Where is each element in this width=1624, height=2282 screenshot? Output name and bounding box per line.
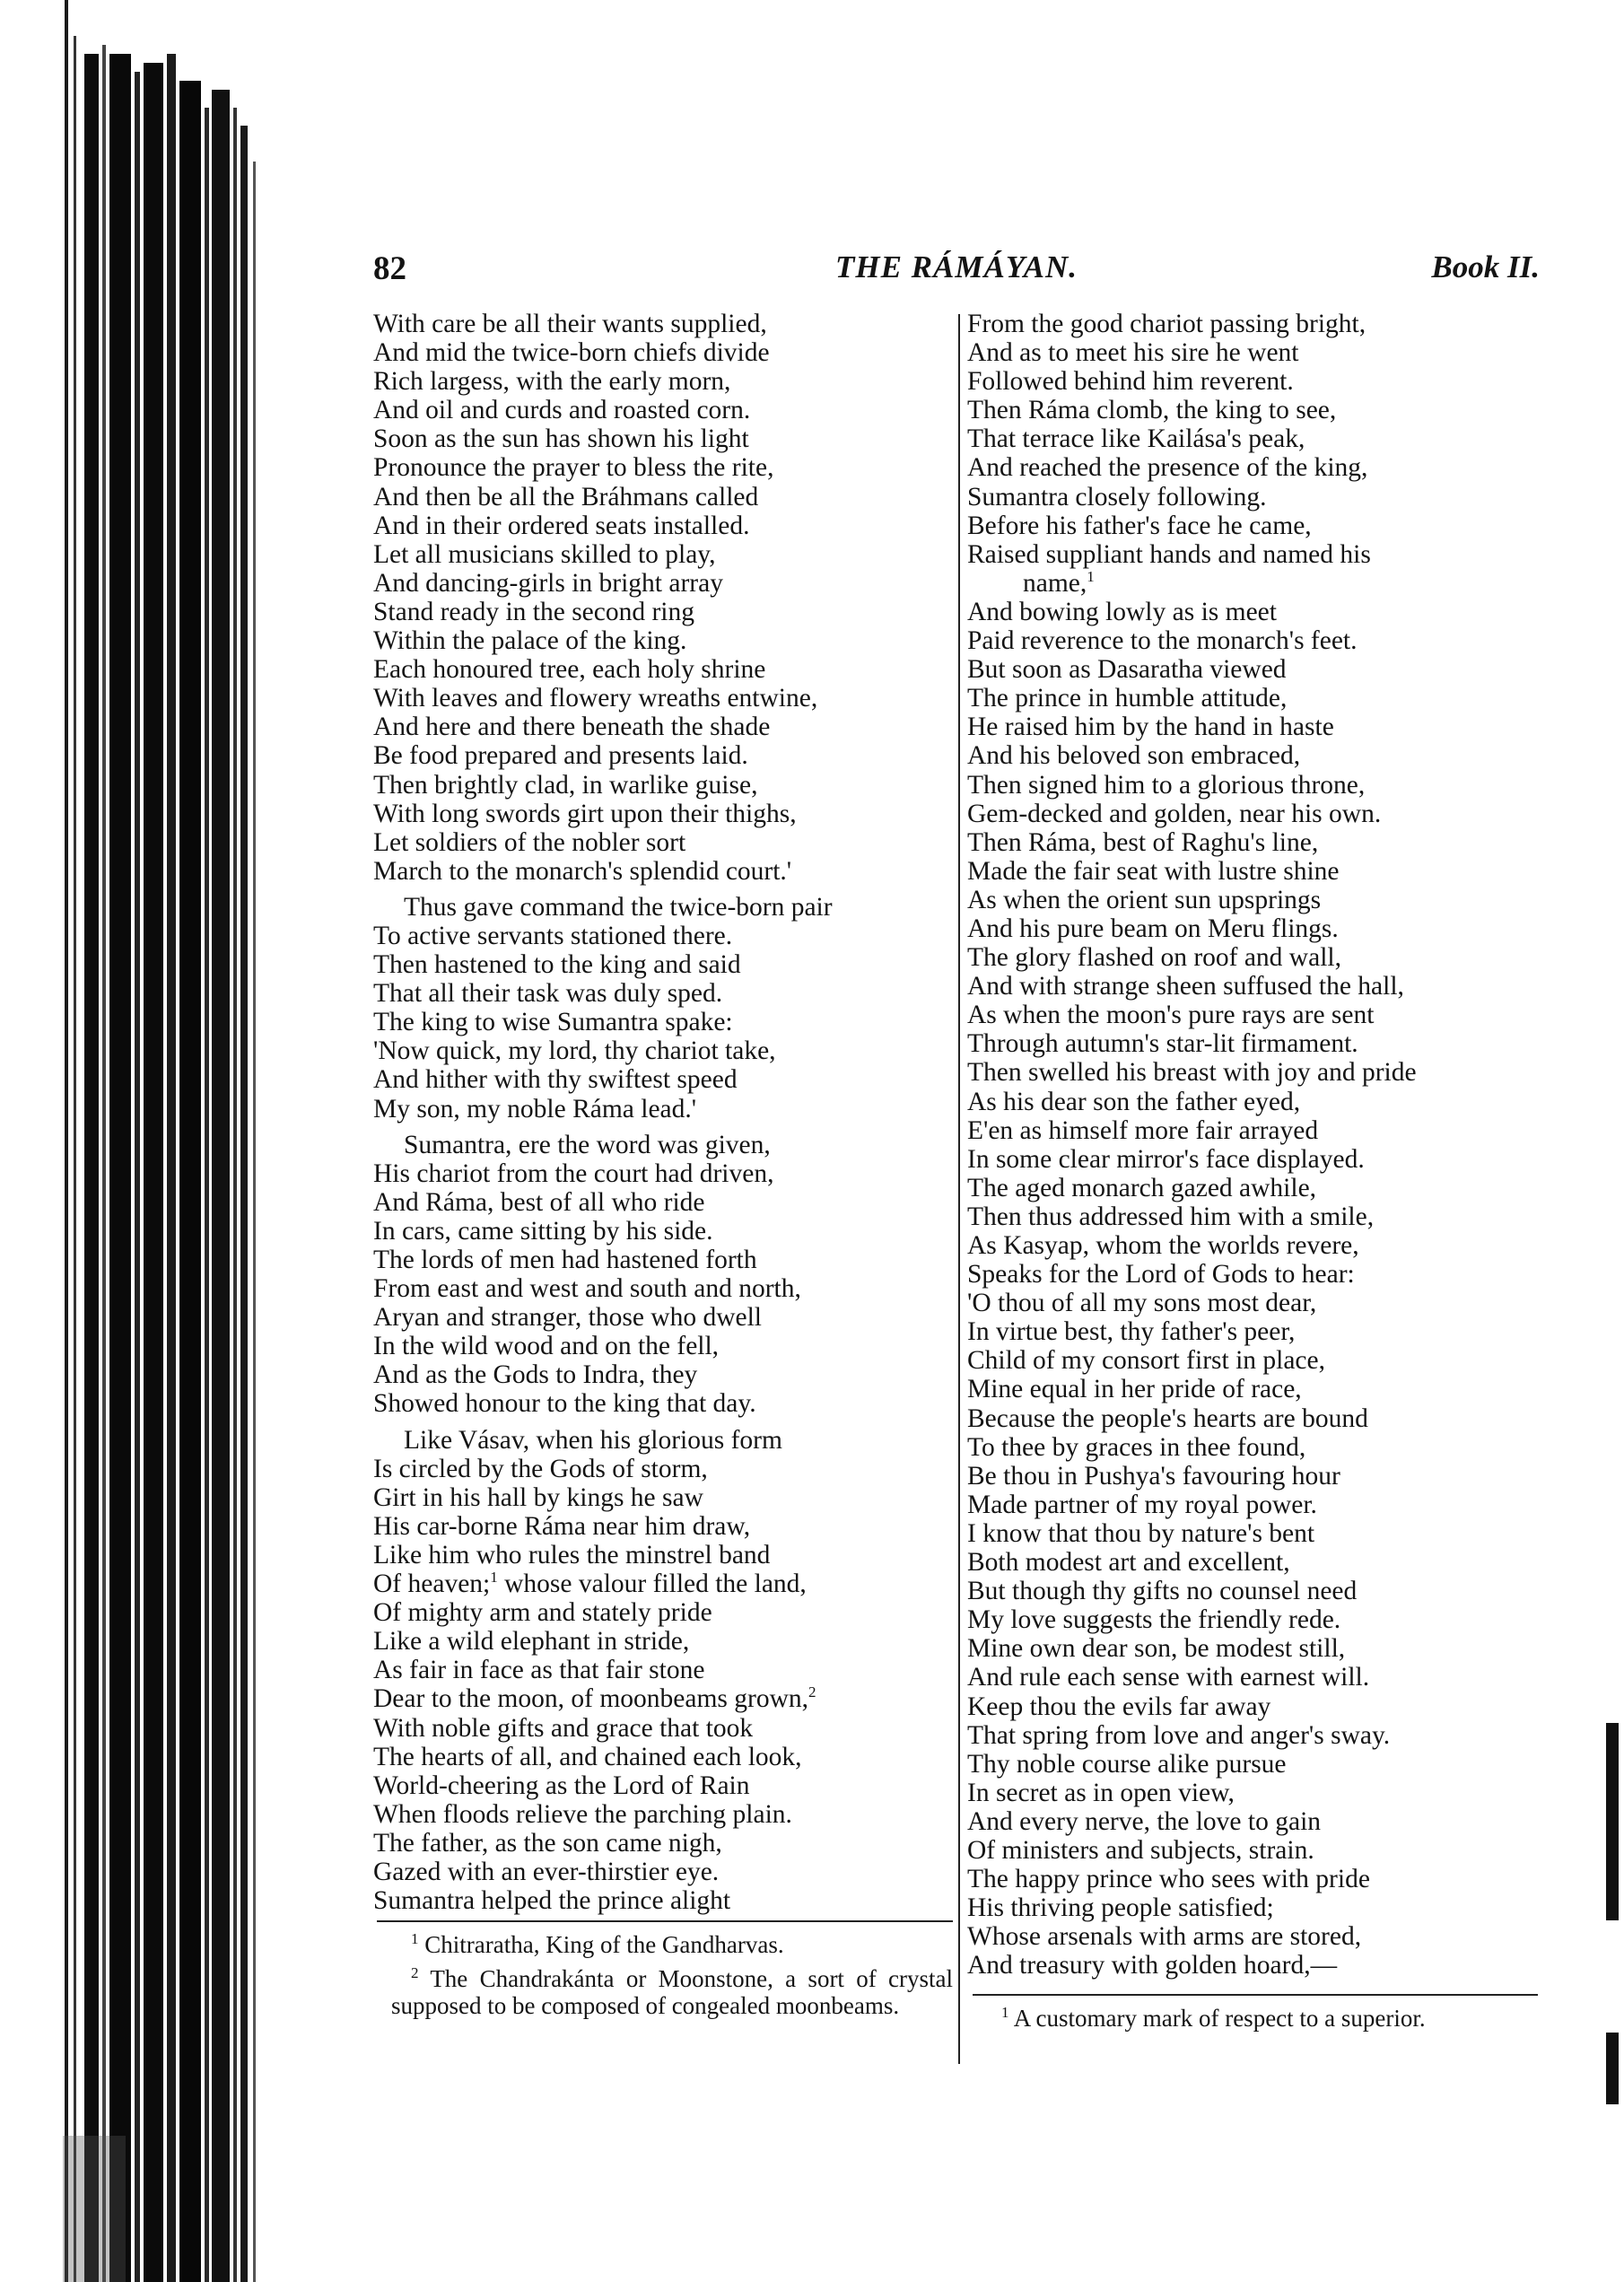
verse-line: And reached the presence of the king, bbox=[967, 453, 1368, 483]
verse-line: Paid reverence to the monarch's feet. bbox=[967, 626, 1358, 656]
verse-line: His car-borne Ráma near him draw, bbox=[373, 1511, 751, 1541]
verse-line: Showed honour to the king that day. bbox=[373, 1389, 756, 1419]
verse-line: The happy prince who sees with pride bbox=[967, 1865, 1370, 1894]
verse-line: Aryan and stranger, those who dwell bbox=[373, 1303, 763, 1333]
verse-line: Soon as the sun has shown his light bbox=[373, 424, 749, 454]
verse-line: Thus gave command the twice-born pair bbox=[404, 892, 833, 922]
verse-line: When floods relieve the parching plain. bbox=[373, 1799, 792, 1829]
verse-line-text: name, bbox=[1023, 568, 1087, 598]
verse-line: Pronounce the prayer to bless the rite, bbox=[373, 453, 774, 483]
verse-line: And mid the twice-born chiefs divide bbox=[373, 338, 770, 368]
verse-line: Gem-decked and golden, near his own. bbox=[967, 799, 1382, 828]
verse-line-text: Dear to the moon, of moonbeams grown, bbox=[373, 1684, 809, 1714]
footnote-text: A customary mark of respect to a superior. bbox=[1013, 2005, 1426, 2032]
verse-line-head: Of heaven; bbox=[373, 1569, 491, 1599]
verse-line: Speaks for the Lord of Gods to hear: bbox=[967, 1260, 1355, 1290]
verse-line: And oil and curds and roasted corn. bbox=[373, 396, 751, 425]
verse-line: Mine own dear son, be modest still, bbox=[967, 1634, 1346, 1664]
verse-line: And as the Gods to Indra, they bbox=[373, 1360, 698, 1390]
verse-line: Sumantra closely following. bbox=[967, 482, 1267, 511]
verse-line: And here and there beneath the shade bbox=[373, 713, 771, 742]
verse-line: His thriving people satisfied; bbox=[967, 1893, 1274, 1923]
verse-line: As his dear son the father eyed, bbox=[967, 1087, 1301, 1116]
verse-line: Gazed with an ever-thirstier eye. bbox=[373, 1857, 720, 1886]
verse-line: But soon as Dasaratha viewed bbox=[967, 655, 1287, 685]
verse-line: And every nerve, the love to gain bbox=[967, 1806, 1322, 1836]
verse-line: Raised suppliant hands and named his bbox=[967, 539, 1371, 569]
book-spine-edge bbox=[63, 0, 287, 2282]
verse-line: Let soldiers of the nobler sort bbox=[373, 827, 686, 857]
right-scan-edge-mark-lower bbox=[1606, 2033, 1619, 2104]
verse-line bbox=[373, 1684, 955, 1713]
verse-line: Let all musicians skilled to play, bbox=[373, 539, 716, 569]
verse-line: He raised him by the hand in haste bbox=[967, 713, 1334, 742]
verse-line: I know that thou by nature's bent bbox=[967, 1518, 1315, 1548]
verse-line: E'en as himself more fair arrayed bbox=[967, 1115, 1319, 1145]
verse-line: Thy noble course alike pursue bbox=[967, 1749, 1287, 1779]
verse-line: As when the moon's pure rays are sent bbox=[967, 1001, 1375, 1030]
verse-line: The king to wise Sumantra spake: bbox=[373, 1008, 733, 1037]
verse-line: In some clear mirror's face displayed. bbox=[967, 1144, 1365, 1174]
verse-line: That all their task was duly sped. bbox=[373, 979, 723, 1009]
footnote-text: Chitraratha, King of the Gandharvas. bbox=[424, 1931, 784, 1958]
verse-line: And Ráma, best of all who ride bbox=[373, 1187, 705, 1217]
verse-line: My son, my noble Ráma lead.' bbox=[373, 1094, 697, 1124]
verse-line: With noble gifts and grace that took bbox=[373, 1713, 754, 1743]
verse-line: From the good chariot passing bright, bbox=[967, 310, 1366, 338]
footnote-text: The Chandrakánta or Moonstone, a sort of crystal supposed to be composed of congealed moonbeams. bbox=[391, 1965, 953, 2019]
verse-line: Both modest art and excellent, bbox=[967, 1548, 1290, 1578]
verse-line: Followed behind him reverent. bbox=[967, 367, 1294, 397]
verse-line: March to the monarch's splendid court.' bbox=[373, 856, 792, 886]
verse-line: Made partner of my royal power. bbox=[967, 1490, 1317, 1519]
verse-line: The hearts of all, and chained each look, bbox=[373, 1742, 802, 1771]
verse-line: Be food prepared and presents laid. bbox=[373, 741, 748, 771]
verse-line: As Kasyap, whom the worlds revere, bbox=[967, 1231, 1359, 1260]
verse-line: Be thou in Pushya's favouring hour bbox=[967, 1461, 1340, 1491]
verse-line: Then brightly clad, in warlike guise, bbox=[373, 770, 758, 800]
verse-line: Then Ráma clomb, the king to see, bbox=[967, 396, 1337, 425]
verse-line: In cars, came sitting by his side. bbox=[373, 1216, 713, 1246]
verse-line: The prince in humble attitude, bbox=[967, 684, 1288, 713]
footnote-marker: 1 bbox=[411, 1930, 419, 1947]
verse-line: Then swelled his breast with joy and pride bbox=[967, 1058, 1417, 1088]
verse-line: And rule each sense with earnest will. bbox=[967, 1663, 1370, 1692]
verse-line bbox=[373, 1569, 955, 1598]
verse-line: And dancing-girls in bright array bbox=[373, 568, 723, 598]
footnote-marker: 1 bbox=[1001, 2004, 1009, 2021]
verse-line: With leaves and flowery wreaths entwine, bbox=[373, 684, 818, 713]
left-column bbox=[373, 310, 955, 1915]
verse-line: 'Now quick, my lord, thy chariot take, bbox=[373, 1036, 776, 1066]
verse-line: With long swords girt upon their thighs, bbox=[373, 799, 797, 828]
footnote-marker: 1 bbox=[490, 1569, 498, 1587]
footnote bbox=[391, 1931, 953, 1958]
verse-line: Then signed him to a glorious throne, bbox=[967, 770, 1366, 800]
footnote-rule-left bbox=[377, 1920, 953, 1922]
footnote bbox=[391, 1965, 953, 2019]
verse-line: As when the orient sun upsprings bbox=[967, 885, 1322, 914]
footnotes-left bbox=[391, 1931, 953, 2026]
footnotes-right bbox=[982, 2005, 1538, 2039]
right-scan-edge-mark bbox=[1606, 1723, 1619, 1920]
verse-line: And as to meet his sire he went bbox=[967, 338, 1299, 368]
verse-line: To thee by graces in thee found, bbox=[967, 1432, 1306, 1462]
verse-line: Before his father's face he came, bbox=[967, 511, 1312, 540]
page-header bbox=[373, 249, 1540, 294]
verse-line: Like a wild elephant in stride, bbox=[373, 1627, 690, 1657]
footnote-marker: 2 bbox=[411, 1964, 419, 1981]
verse-line: Each honoured tree, each holy shrine bbox=[373, 655, 766, 685]
verse-line: The father, as the son came nigh, bbox=[373, 1828, 722, 1858]
verse-line: The aged monarch gazed awhile, bbox=[967, 1173, 1317, 1202]
verse-line: Because the people's hearts are bound bbox=[967, 1403, 1368, 1433]
verse-line: Through autumn's star-lit firmament. bbox=[967, 1029, 1358, 1059]
footnote bbox=[982, 2005, 1538, 2032]
verse-line: And his pure beam on Meru flings. bbox=[967, 914, 1339, 943]
verse-line bbox=[967, 569, 1543, 598]
page-number: 82 bbox=[373, 250, 406, 287]
verse-line: 'O thou of all my sons most dear, bbox=[967, 1289, 1317, 1318]
book-label: Book II. bbox=[1431, 249, 1540, 284]
verse-line: Keep thou the evils far away bbox=[967, 1692, 1271, 1721]
verse-line: In virtue best, thy father's peer, bbox=[967, 1317, 1296, 1347]
verse-line: And hither with thy swiftest speed bbox=[373, 1065, 738, 1095]
footnote-marker: 1 bbox=[1087, 568, 1095, 586]
verse-line: From east and west and south and north, bbox=[373, 1274, 801, 1304]
verse-line: Then hastened to the king and said bbox=[373, 950, 741, 980]
verse-line-tail: whose valour filled the land, bbox=[497, 1569, 807, 1599]
verse-line: His chariot from the court had driven, bbox=[373, 1158, 774, 1188]
footnote-marker: 2 bbox=[808, 1683, 816, 1701]
verse-line: Within the palace of the king. bbox=[373, 626, 687, 656]
stanza-gap bbox=[373, 1419, 955, 1426]
verse-line: That spring from love and anger's sway. bbox=[967, 1720, 1391, 1750]
verse-line: And bowing lowly as is meet bbox=[967, 597, 1277, 626]
right-column bbox=[967, 310, 1543, 1980]
verse-line: Stand ready in the second ring bbox=[373, 597, 695, 626]
verse-line: Sumantra, ere the word was given, bbox=[404, 1130, 771, 1159]
verse-line: And in their ordered seats installed. bbox=[373, 511, 750, 540]
verse-line: Like Vásav, when his glorious form bbox=[404, 1425, 782, 1455]
verse-line: Child of my consort first in place, bbox=[967, 1346, 1325, 1376]
verse-line: Sumantra helped the prince alight bbox=[373, 1886, 731, 1916]
footnote-rule-right bbox=[973, 1994, 1538, 1996]
verse-line: Like him who rules the minstrel band bbox=[373, 1540, 771, 1569]
verse-line: Of mighty arm and stately pride bbox=[373, 1598, 712, 1628]
verse-line: Girt in his hall by kings he saw bbox=[373, 1482, 703, 1512]
verse-line: But though thy gifts no counsel need bbox=[967, 1577, 1358, 1606]
running-title: THE RÁMÁYAN. bbox=[834, 249, 1078, 284]
verse-line: The glory flashed on roof and wall, bbox=[967, 943, 1341, 973]
verse-line: And with strange sheen suffused the hall, bbox=[967, 972, 1404, 1001]
verse-line: The lords of men had hastened forth bbox=[373, 1246, 757, 1274]
stanza-gap bbox=[373, 1124, 955, 1131]
verse-line: Whose arsenals with arms are stored, bbox=[967, 1922, 1362, 1952]
verse-line: And then be all the Bráhmans called bbox=[373, 482, 759, 511]
verse-line: Then thus addressed him with a smile, bbox=[967, 1202, 1375, 1231]
column-divider bbox=[958, 314, 960, 2064]
verse-line: Is circled by the Gods of storm, bbox=[373, 1454, 708, 1483]
verse-line: As fair in face as that fair stone bbox=[373, 1656, 705, 1685]
verse-line: And his beloved son embraced, bbox=[967, 741, 1301, 771]
verse-line: World-cheering as the Lord of Rain bbox=[373, 1771, 750, 1800]
verse-line: In the wild wood and on the fell, bbox=[373, 1332, 720, 1361]
stanza-gap bbox=[373, 886, 955, 893]
verse-line: Of ministers and subjects, strain. bbox=[967, 1835, 1314, 1865]
verse-line: With care be all their wants supplied, bbox=[373, 310, 767, 338]
verse-line: Mine equal in her pride of race, bbox=[967, 1375, 1302, 1404]
verse-line: That terrace like Kailása's peak, bbox=[967, 424, 1305, 454]
verse-line: My love suggests the friendly rede. bbox=[967, 1605, 1341, 1635]
verse-line: And treasury with golden hoard,— bbox=[967, 1951, 1338, 1980]
verse-line: Made the fair seat with lustre shine bbox=[967, 856, 1340, 886]
verse-line: Rich largess, with the early morn, bbox=[373, 367, 731, 397]
verse-line: To active servants stationed there. bbox=[373, 921, 733, 950]
verse-line: In secret as in open view, bbox=[967, 1778, 1235, 1807]
verse-line: Then Ráma, best of Raghu's line, bbox=[967, 827, 1319, 857]
